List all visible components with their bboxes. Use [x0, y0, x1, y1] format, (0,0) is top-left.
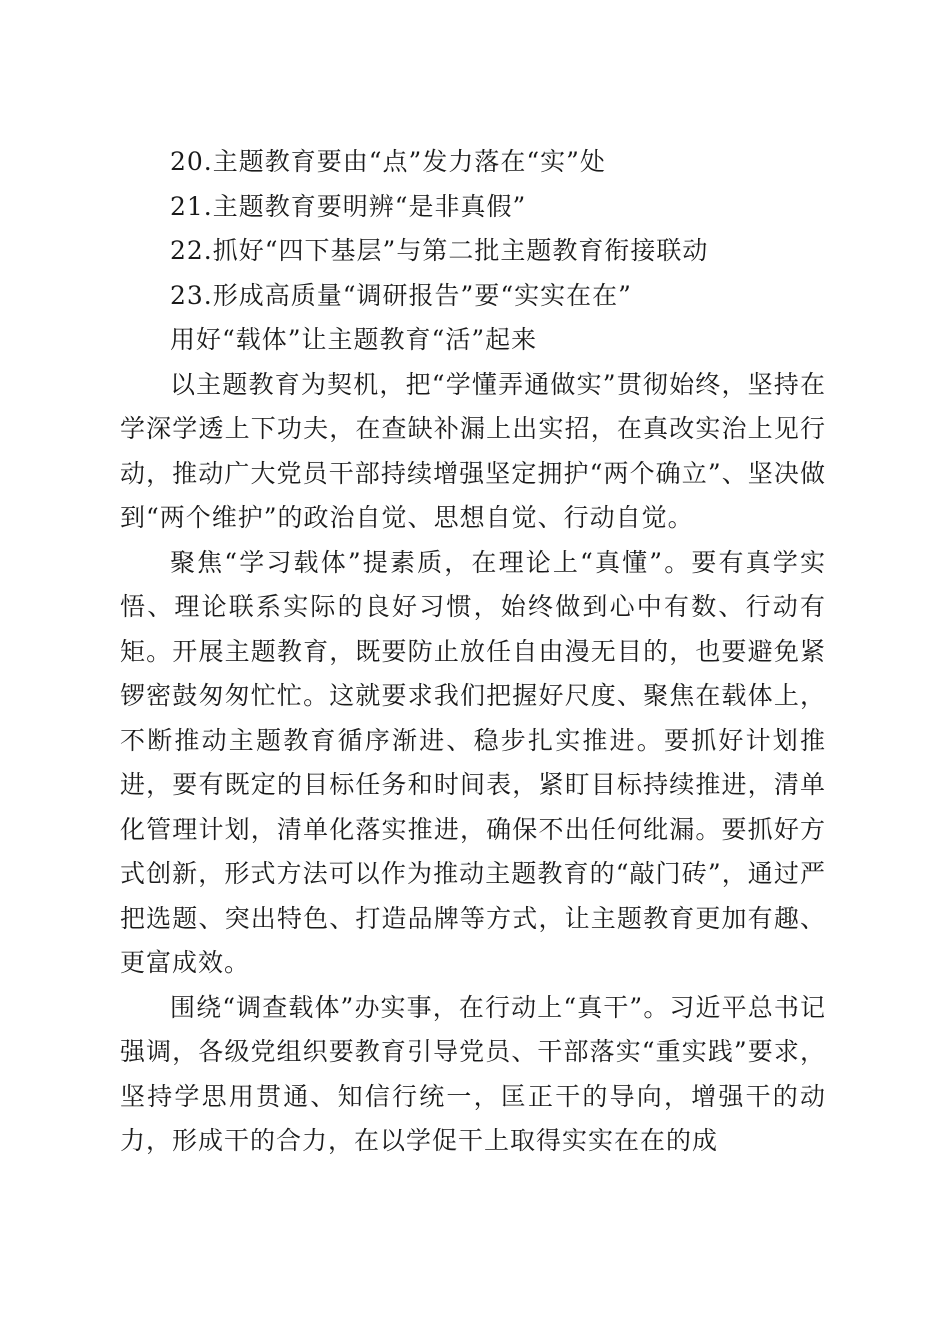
list-item-23: 23.形成高质量“调研报告”要“实实在在” — [170, 280, 632, 310]
paragraph-survey-carrier: 围绕“调查载体”办实事，在行动上“真干”。习近平总书记强调，各级党组织要教育引导党员、干部落实“重实践”要求，坚持学思用贯通、知信行统一，匡正干的导向，增强干的动力，形成干的合力，在以学促干上取得实实在在的成 — [120, 992, 826, 1155]
list-item-20: 20.主题教育要由“点”发力落在“实”处 — [170, 147, 606, 176]
list-item-22: 22.抓好“四下基层”与第二批主题教育衔接联动 — [170, 236, 709, 265]
paragraph-intro: 以主题教育为契机，把“学懂弄通做实”贯彻始终，坚持在学深学透上下功夫，在查缺补漏上出实招，在真改实治上见行动，推动广大党员干部持续增强坚定拥护“两个确立”、坚决做到“两个维护”的政治自觉、思想自觉、行动自觉。 — [120, 369, 826, 532]
document-body — [120, 140, 826, 1164]
list-item-21: 21.主题教育要明辨“是非真假” — [170, 191, 527, 221]
section-title: 用好“载体”让主题教育“活”起来 — [170, 325, 538, 354]
paragraph-study-carrier: 聚焦“学习载体”提素质，在理论上“真懂”。要有真学实悟、理论联系实际的良好习惯，始终做到心中有数、行动有矩。开展主题教育，既要防止放任自由漫无目的，也要避免紧锣密鼓匆匆忙忙。这就要求我们把握好尺度、聚焦在载体上，不断推动主题教育循序渐进、稳步扎实推进。要抓好计划推进，要有既定的目标任务和时间表，紧盯目标持续推进，清单化管理计划，清单化落实推进，确保不出任何纰漏。要抓好方式创新，形式方法可以作为推动主题教育的“敲门砖”，通过严把选题、突出特色、打造品牌等方式，让主题教育更加有趣、更富成效。 — [120, 547, 826, 977]
